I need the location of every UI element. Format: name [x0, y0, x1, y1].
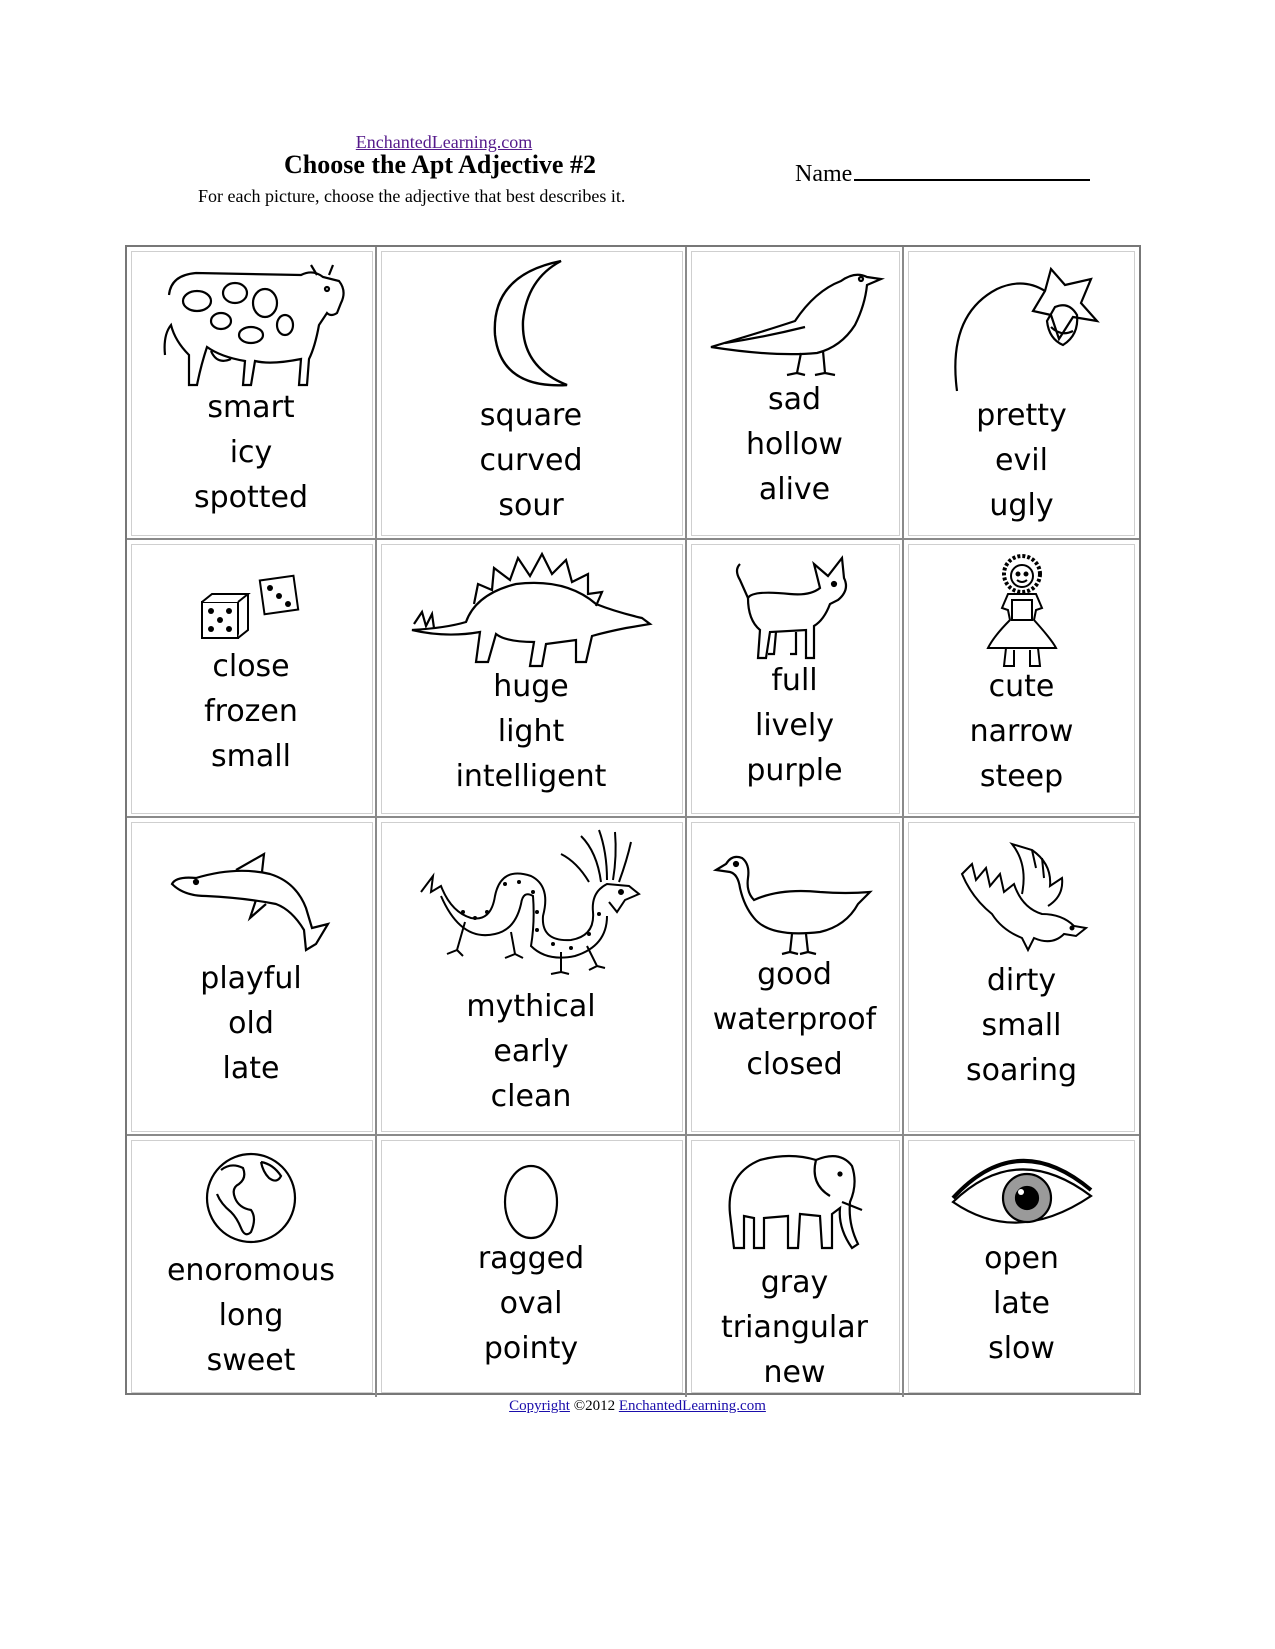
word-choice[interactable]: closed — [746, 1047, 843, 1082]
cell-5 — [127, 540, 377, 818]
daffodil-icon — [904, 247, 1139, 395]
cell-10 — [377, 818, 687, 1136]
cell-2 — [377, 247, 687, 540]
word-choice[interactable]: ugly — [989, 488, 1054, 523]
word-choices — [687, 952, 902, 1087]
word-choice[interactable]: sad — [767, 382, 822, 417]
word-choices — [377, 393, 685, 528]
site-link[interactable]: EnchantedLearning.com — [355, 132, 533, 152]
crow-icon — [687, 247, 902, 381]
dragon-icon — [377, 818, 685, 982]
word-choice[interactable]: ragged — [477, 1241, 585, 1276]
duck-icon — [687, 818, 902, 958]
cell-12 — [904, 818, 1139, 1136]
cell-11 — [687, 818, 904, 1136]
word-choice[interactable]: narrow — [969, 714, 1074, 749]
name-field — [795, 155, 1090, 188]
word-choices — [687, 1260, 902, 1395]
copyright-link[interactable]: Copyright — [509, 1398, 570, 1414]
word-choice[interactable]: triangular — [721, 1310, 868, 1345]
cell-8 — [904, 540, 1139, 818]
stegosaurus-icon — [377, 540, 685, 674]
word-choice[interactable]: dirty — [986, 963, 1057, 998]
word-choices — [127, 1248, 375, 1383]
word-choice[interactable]: evil — [995, 443, 1048, 478]
cell-9 — [127, 818, 377, 1136]
word-choice[interactable]: steep — [979, 759, 1064, 794]
word-choice[interactable]: new — [763, 1355, 826, 1390]
word-choice[interactable]: hollow — [746, 427, 843, 462]
word-choices — [127, 644, 375, 779]
word-choice[interactable]: playful — [200, 961, 302, 996]
word-choice[interactable]: clean — [490, 1079, 572, 1114]
word-choices — [904, 664, 1139, 799]
word-choice[interactable]: sweet — [206, 1343, 296, 1378]
word-choice[interactable]: mythical — [466, 989, 596, 1024]
elephant-icon — [687, 1136, 902, 1254]
word-choice[interactable]: intelligent — [455, 759, 607, 794]
chihuahua-icon — [687, 540, 902, 670]
word-choice[interactable]: gray — [760, 1265, 829, 1300]
word-choice[interactable]: late — [222, 1051, 280, 1086]
word-choice[interactable]: pretty — [976, 398, 1067, 433]
cell-14 — [377, 1136, 687, 1397]
word-choice[interactable]: alive — [758, 472, 831, 507]
word-choice[interactable]: square — [479, 398, 583, 433]
word-choice[interactable]: small — [211, 739, 291, 774]
cell-3 — [687, 247, 904, 540]
eye-icon — [904, 1136, 1139, 1240]
word-choices — [904, 393, 1139, 528]
word-choices — [377, 984, 685, 1119]
name-label: Name — [795, 161, 853, 187]
word-choice[interactable]: full — [771, 663, 818, 698]
cell-4 — [904, 247, 1139, 540]
word-choice[interactable]: good — [757, 957, 832, 992]
egg-icon — [377, 1136, 685, 1246]
word-choices — [687, 377, 902, 512]
dice-icon — [127, 540, 375, 650]
word-choice[interactable]: long — [218, 1298, 284, 1333]
word-choice[interactable]: enoromous — [166, 1253, 336, 1288]
word-choices — [377, 664, 685, 799]
adjective-grid — [125, 245, 1141, 1395]
word-choice[interactable]: light — [497, 714, 565, 749]
word-choices — [377, 1236, 685, 1371]
word-choice[interactable]: open — [984, 1241, 1059, 1276]
cell-15 — [687, 1136, 904, 1397]
earth-globe-icon — [127, 1136, 375, 1248]
word-choices — [127, 385, 375, 520]
word-choice[interactable]: old — [228, 1006, 274, 1041]
copyright-footer — [0, 1398, 1275, 1415]
word-choices — [904, 1236, 1139, 1371]
cell-6 — [377, 540, 687, 818]
word-choice[interactable]: late — [993, 1286, 1050, 1321]
word-choice[interactable]: waterproof — [712, 1002, 877, 1037]
eagle-icon — [904, 818, 1139, 954]
word-choice[interactable]: huge — [493, 669, 569, 704]
instructions: For each picture, choose the adjective that best describes it. — [198, 186, 626, 206]
cell-13 — [127, 1136, 377, 1397]
word-choice[interactable]: sour — [498, 488, 564, 523]
word-choice[interactable]: smart — [207, 390, 295, 425]
word-choice[interactable]: lively — [755, 708, 834, 743]
word-choice[interactable]: oval — [499, 1286, 563, 1321]
worksheet-title: Choose the Apt Adjective #2 — [284, 150, 596, 179]
word-choice[interactable]: slow — [988, 1331, 1055, 1366]
word-choice[interactable]: spotted — [193, 480, 309, 515]
cell-1 — [127, 247, 377, 540]
crescent-moon-icon — [377, 247, 685, 395]
word-choice[interactable]: early — [493, 1034, 569, 1069]
word-choice[interactable]: soaring — [965, 1053, 1078, 1088]
word-choice[interactable]: cute — [988, 669, 1055, 704]
word-choice[interactable]: icy — [229, 435, 273, 470]
word-choice[interactable]: pointy — [483, 1331, 579, 1366]
word-choices — [127, 956, 375, 1091]
word-choice[interactable]: purple — [746, 753, 843, 788]
copyright-year: ©2012 — [573, 1398, 616, 1414]
word-choice[interactable]: small — [981, 1008, 1062, 1043]
word-choices — [904, 958, 1139, 1093]
cell-7 — [687, 540, 904, 818]
word-choices — [687, 658, 902, 793]
word-choice[interactable]: close — [212, 649, 290, 684]
cell-16 — [904, 1136, 1139, 1397]
footer-site-link[interactable]: EnchantedLearning.com — [618, 1398, 766, 1414]
word-choice[interactable]: frozen — [204, 694, 298, 729]
word-choice[interactable]: curved — [479, 443, 583, 478]
dolphin-icon — [127, 818, 375, 958]
rag-doll-icon — [904, 540, 1139, 673]
cow-icon — [127, 247, 375, 395]
name-blank-line — [854, 155, 1090, 181]
